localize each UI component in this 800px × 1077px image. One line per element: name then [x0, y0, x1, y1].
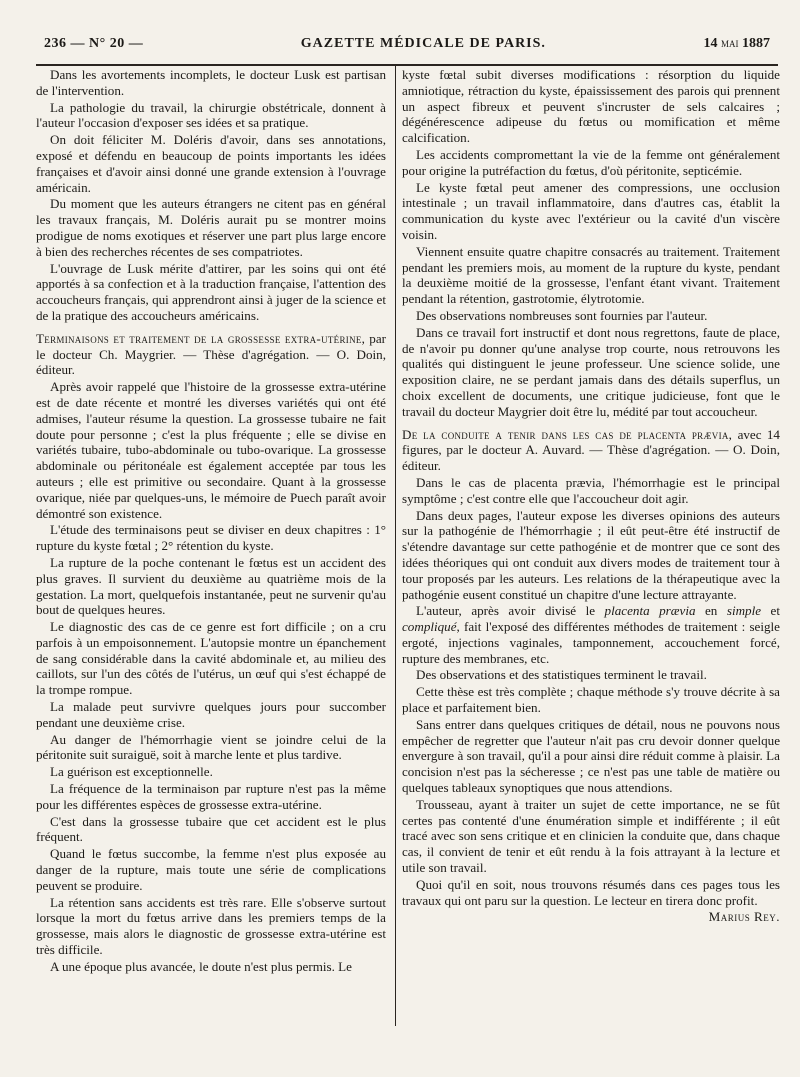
- paragraph: Au danger de l'hémorrhagie vient se joindre celui de la péritonite suit suraiguë, soit à marche lente et plus tardive.: [36, 731, 386, 763]
- paragraph: La malade peut survivre quelques jours pour succomber pendant une deuxième crise.: [36, 699, 386, 730]
- date-day: 14: [703, 36, 718, 51]
- italic-term: simple: [726, 603, 762, 619]
- page-number-issue: [44, 36, 143, 52]
- paragraph: La rétention sans accidents est très rare. Elle s'observe surtout lorsque la mort du fœtus arrive dans les premiers temps de la grossesse, mais alors le diagnostic de grossesse extra-utérine est très difficile.: [36, 894, 386, 958]
- review-heading-details: par le docteur Ch. Maygrier. — Thèse d'agrégation. — O. Doin, éditeur.: [36, 330, 386, 378]
- paragraph: [402, 603, 780, 666]
- paragraph: Viennent ensuite quatre chapitre consacrés au traitement. Traitement pendant les premiers mois, au moment de la rupture du kyste, pendant la deuxième moitié de la grossesse, l'enfant étant vivant. Traitement pendant la rétention, gastrotomie, élytrotomie.: [402, 243, 780, 307]
- paragraph: Du moment que les auteurs étrangers ne citent pas en général les travaux français, M. Doléris aurait pu se montrer moins prodigue de noms exotiques et réserver une part plus large encore à bien des recherches récentes de ses compatriotes.: [36, 196, 386, 259]
- paragraph: Dans le cas de placenta prævia, l'hémorrhagie est le principal symptôme ; c'est contre elle que l'accoucheur doit agir.: [402, 474, 780, 506]
- issue-prefix: — N°: [70, 36, 106, 51]
- paragraph: L'étude des terminaisons peut se diviser en deux chapitres : 1° rupture du kyste fœtal ; 2° rétention du kyste.: [36, 522, 386, 554]
- paragraph: Sans entrer dans quelques critiques de détail, nous ne pouvons nous empêcher de regretter que l'auteur n'ait pas cru devoir donner quelque envergure à son travail, qu'il a pour ainsi dire réduit comme à plaisir. La concision n'est pas la sécheresse ; ce n'est pas une table de matière ou quelques tableaux synoptiques que nous attendions.: [402, 716, 780, 796]
- paragraph: Trousseau, ayant à traiter un sujet de cette importance, ne se fût certes pas contenté d'une énumération simple et indifférente ; il eût tracé avec son sens critique et en clinicien la conduite que, dans chaque cas, il convient de tenir et eût rendu à la fois attrayant à la lecture et utile son travail.: [402, 796, 780, 876]
- review-heading-title: Terminaisons et traitement de la grossesse extra-utérine,: [36, 330, 366, 346]
- paragraph: Cette thèse est très complète ; chaque méthode s'y trouve décrite à sa place et parfaitement bien.: [402, 684, 780, 716]
- author-signature: Marius Rey.: [708, 909, 780, 925]
- date-year: 1887: [742, 36, 770, 51]
- text-run: L'auteur, après avoir divisé le: [416, 603, 605, 619]
- review-heading-details: avec 14 figures, par le docteur A. Auvard. — Thèse d'agrégation. — O. Doin, éditeur.: [402, 426, 780, 474]
- text-run: en: [695, 603, 727, 619]
- paragraph: Des observations et des statistiques terminent le travail.: [416, 667, 707, 683]
- page-header: [44, 30, 770, 52]
- issue-date: [704, 36, 771, 52]
- review-heading-title: De la conduite a tenir dans les cas de placenta prævia,: [402, 426, 733, 442]
- paragraph: Quand le fœtus succombe, la femme n'est plus exposée au danger de la rupture, mais toute une série de complications peuvent se produire.: [36, 846, 386, 893]
- paragraph: Les accidents compromettant la vie de la femme ont généralement pour origine la putréfaction du fœtus, d'où péritonite, septicémie.: [402, 146, 780, 178]
- paragraph: A une époque plus avancée, le doute n'est plus permis. Le: [50, 958, 352, 974]
- italic-term: compliqué: [402, 619, 457, 635]
- paragraph: Dans les avortements incomplets, le docteur Lusk est partisan de l'intervention.: [36, 67, 386, 98]
- header-dash: —: [128, 36, 144, 51]
- review-heading-auvard: [402, 427, 780, 474]
- paragraph: La pathologie du travail, la chirurgie obstétricale, donnent à l'auteur l'occasion d'exposer ses idées et sa pratique.: [36, 99, 386, 131]
- column-divider: [395, 66, 396, 1026]
- text-run: , fait l'exposé des différentes méthodes de traitement : seigle ergoté, injections vaginales, tamponnement, accouchement forcé, rupture des membranes, etc.: [402, 619, 780, 666]
- paragraph: Quoi qu'il en soit, nous trouvons résumés dans ces pages tous les travaux qui ont paru sur la question. Le lecteur en tirera donc profit.: [402, 876, 780, 908]
- italic-term: placenta prævia: [604, 603, 696, 619]
- paragraph: La rupture de la poche contenant le fœtus est un accident des plus graves. Il survient du deuxième au quatrième mois de la gestation. La mort, quelquefois instantanée, peut ne survenir qu'au bout de quelques heures.: [36, 554, 386, 618]
- paragraph: Dans deux pages, l'auteur expose les diverses opinions des auteurs sur la pathogénie de l'hémorrhagie ; il eût peut-être été instructif de s'étendre davantage sur cette pathogénie et de montrer que ce sont des idées théoriques qui ont conduit aux divers modes de traitement tour à tour proposés par les auteurs. Les relations de la thérapeutique avec la pathogénie eusent constitué un chapitre d'une lecture attrayante.: [402, 507, 780, 602]
- paragraph: Des observations nombreuses sont fournies par l'auteur.: [416, 307, 708, 323]
- date-month: MAI: [721, 39, 739, 49]
- paragraph: C'est dans la grossesse tubaire que cet accident est le plus fréquent.: [36, 813, 386, 845]
- left-column: [36, 67, 386, 976]
- review-heading-maygrier: [36, 331, 386, 378]
- text-run: et: [761, 603, 780, 619]
- paragraph: La fréquence de la terminaison par rupture n'est pas la même pour les différentes espèces de grossesse extra-utérine.: [36, 781, 386, 812]
- paragraph: kyste fœtal subit diverses modifications : résorption du liquide amniotique, rétraction du kyste, épaississement des parois qui prennent un aspect fibreux et peuvent s'incruster de sels calcaires ; dégénérescence adipeuse du fœtus ou momification et même calcification.: [402, 67, 780, 146]
- paragraph: Dans ce travail fort instructif et dont nous regrettons, faute de place, de n'avoir pu donner qu'une analyse trop courte, nous retrouvons les qualités qui distinguent le jeune professeur. Une science solide, une exposition claire, ne se perdant jamais dans des détails superflus, un choix excellent de documents, une critique judicieuse, font que le travail du docteur Maygrier doit être lu, médité par tout accoucheur.: [402, 324, 780, 419]
- paragraph: Le diagnostic des cas de ce genre est fort difficile ; on a cru parfois à un empoisonnement. L'autopsie montre un épanchement de sang considérable dans la cavité abdominale et, au milieu des caillots, sur l'un des côtés de l'utérus, un œuf qui s'est échappé de la trompe rompue.: [36, 619, 386, 698]
- issue-number: 20: [109, 36, 125, 51]
- paragraph: L'ouvrage de Lusk mérite d'attirer, par les soins qui ont été apportés à sa confection et à la traduction française, l'attention des accoucheurs français, qui apprendront ainsi à juger de la science et de la pratique des accoucheurs américains.: [36, 260, 386, 323]
- right-column: [402, 67, 780, 925]
- paragraph: Le kyste fœtal peut amener des compressions, une occlusion intestinale ; un travail inflammatoire, dans d'autres cas, établit la communication du kyste avec l'extérieur ou la cavité d'un viscère voisin.: [402, 179, 780, 242]
- paragraph: On doit féliciter M. Doléris d'avoir, dans ses annotations, exposé et défendu en beaucoup de points importants les idées françaises et d'avoir ainsi donné une grande extension à l'ouvrage américain.: [36, 132, 386, 195]
- page-number: 236: [44, 36, 67, 51]
- header-rule: [36, 64, 778, 66]
- journal-title: GAZETTE MÉDICALE DE PARIS.: [300, 36, 546, 51]
- paragraph: La guérison est exceptionnelle.: [50, 764, 213, 780]
- paragraph: Après avoir rappelé que l'histoire de la grossesse extra-utérine est de date récente et montré les diverses variétés qui ont été admises, l'auteur résume la question. La grossesse tubaire ne fait doute pour personne ; c'est la plus fréquente ; elle se divise en variétés tubaire, tubo-abdominale ou tubo-ovarique. La grossesse abdominale ou péritonéale est également acceptée par tous les auteurs ; elle est primitive ou secondaire. Quant à la grossesse ovarique, niée par quelques-uns, le mémoire de Puech paraît avoir démontré son existence.: [36, 379, 386, 521]
